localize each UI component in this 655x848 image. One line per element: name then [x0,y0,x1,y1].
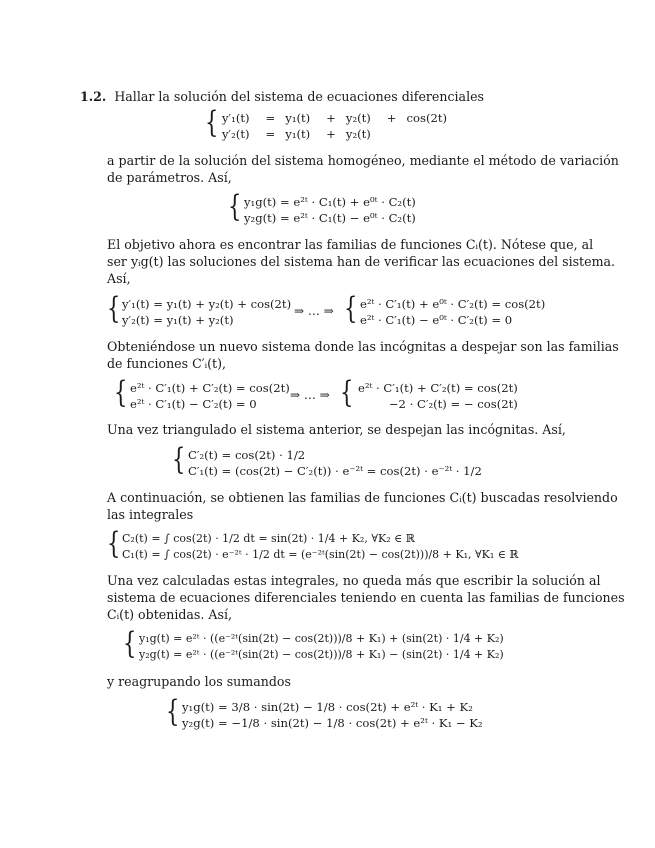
text-line: Así, [107,271,131,286]
eq4-right [358,380,518,412]
eq-term: cos(2t) [406,111,448,125]
paragraph-6 [107,572,625,623]
eq-term: + [326,111,336,125]
left-brace: { [123,626,137,661]
eq4-left [130,380,290,412]
paragraph-2 [107,236,616,287]
eq-row: y₁g(t) = e²ᵗ · C₁(t) + e⁰ᵗ · C₂(t) [244,195,416,209]
system-row-2 [222,126,453,142]
eq7 [139,631,504,663]
left-brace: { [166,694,180,729]
eq5 [188,447,482,479]
problem-heading [80,88,540,105]
text-line: de funciones C′ᵢ(t), [107,356,227,371]
system-row-1 [222,110,453,126]
paragraph-3 [107,338,619,372]
left-brace: { [228,189,242,224]
text-line: Una vez triangulado el sistema anterior, se despejan las incógnitas. Así, [107,422,566,437]
eq-row: y₁g(t) = e²ᵗ · ((e⁻²ᵗ(sin(2t) − cos(2t)))/8 + K₁) + (sin(2t) · 1/4 + K₂) [139,632,504,645]
left-brace: { [107,526,121,561]
eq-term: y′₂(t) [222,127,250,141]
eq-row: e²ᵗ · C′₁(t) − e⁰ᵗ · C′₂(t) = 0 [360,313,513,327]
eq8 [182,699,483,731]
system-equations [222,110,453,142]
eq-row: y′₁(t) = y₁(t) + y₂(t) + cos(2t) [122,297,292,311]
eq-row: e²ᵗ · C′₁(t) + e⁰ᵗ · C′₂(t) = cos(2t) [360,297,546,311]
text-line: sistema de ecuaciones diferenciales teniendo en cuenta las familias de funciones [107,590,625,605]
eq-row: C₁(t) = ∫ cos(2t) · e⁻²ᵗ · 1/2 dt = (e⁻²ᵗ(sin(2t) − cos(2t)))/8 + K₁, ∀K₁ ∈ ℝ [122,548,519,561]
paragraph-4 [107,421,566,438]
eq-term: = [265,127,276,141]
problem-statement: Hallar la solución del sistema de ecuaciones diferenciales [114,89,485,104]
eq6 [122,531,519,563]
eq-row: y′₂(t) = y₁(t) + y₂(t) [122,313,234,327]
eq-term: = [265,111,276,125]
eq-row: −2 · C′₂(t) = − cos(2t) [388,397,518,411]
eq-term: y₂(t) [345,111,371,125]
eq-term: + [326,127,336,141]
eq-row: y₂g(t) = −1/8 · sin(2t) − 1/8 · cos(2t) + e²ᵗ · K₁ − K₂ [182,716,483,730]
left-brace: { [340,375,354,410]
left-brace: { [172,442,186,477]
text-line: a partir de la solución del sistema homogéneo, mediante el método de variación [107,153,619,168]
paragraph-5 [107,489,618,523]
eq-term: y₁(t) [285,111,311,125]
problem-number: 1.2. [80,89,107,104]
eq3-right [360,296,545,328]
text-line: ser yᵢg(t) las soluciones del sistema han de verificar las ecuaciones del sistema. [107,254,616,269]
text-line: El objetivo ahora es encontrar las familias de funciones Cᵢ(t). Nótese que, al [107,237,594,252]
eq-row: y₂g(t) = e²ᵗ · ((e⁻²ᵗ(sin(2t) − cos(2t)))/8 + K₁) − (sin(2t) · 1/4 + K₂) [139,648,504,661]
left-brace: { [344,291,358,326]
paragraph-7 [107,673,533,690]
left-brace: { [107,291,121,326]
paragraph-1 [107,152,619,186]
eq3-left [122,296,291,328]
eq-row: y₂g(t) = e²ᵗ · C₁(t) − e⁰ᵗ · C₂(t) [244,211,416,225]
eq-row: C′₁(t) = (cos(2t) − C′₂(t)) · e⁻²ᵗ = cos(2t) · e⁻²ᵗ · 1/2 [188,464,482,478]
text-line: Una vez calculadas estas integrales, no queda más que escribir la solución al [107,573,601,588]
text-line: de parámetros. Así, [107,170,232,185]
text-line: Cᵢ(t) obtenidas. Así, [107,607,232,622]
eq-term: y₁(t) [285,127,311,141]
implies-arrow: ⇒ … ⇒ [290,388,330,402]
eq-term: + [386,111,397,125]
eq-row: C′₂(t) = cos(2t) · 1/2 [188,448,306,462]
eq-row: C₂(t) = ∫ cos(2t) · 1/2 dt = sin(2t) · 1/4 + K₂, ∀K₂ ∈ ℝ [122,532,415,545]
eq-row: e²ᵗ · C′₁(t) − C′₂(t) = 0 [130,397,257,411]
left-brace: { [205,105,219,140]
eq-row: e²ᵗ · C′₁(t) + C′₂(t) = cos(2t) [130,381,290,395]
text-line: las integrales [107,507,194,522]
eq-row: y₁g(t) = 3/8 · sin(2t) − 1/8 · cos(2t) + e²ᵗ · K₁ + K₂ [182,700,473,714]
eq-term: y′₁(t) [222,111,250,125]
implies-arrow: ⇒ … ⇒ [294,304,334,318]
eq-row: e²ᵗ · C′₁(t) + C′₂(t) = cos(2t) [358,381,518,395]
text-line: y reagrupando los sumandos [107,674,291,689]
homogeneous-solution [244,194,416,226]
text-line: Obteniéndose un nuevo sistema donde las incógnitas a despejar son las familias [107,339,619,354]
left-brace: { [114,375,128,410]
text-line: A continuación, se obtienen las familias de funciones Cᵢ(t) buscadas resolviendo [107,490,618,505]
eq-term: y₂(t) [345,127,371,141]
